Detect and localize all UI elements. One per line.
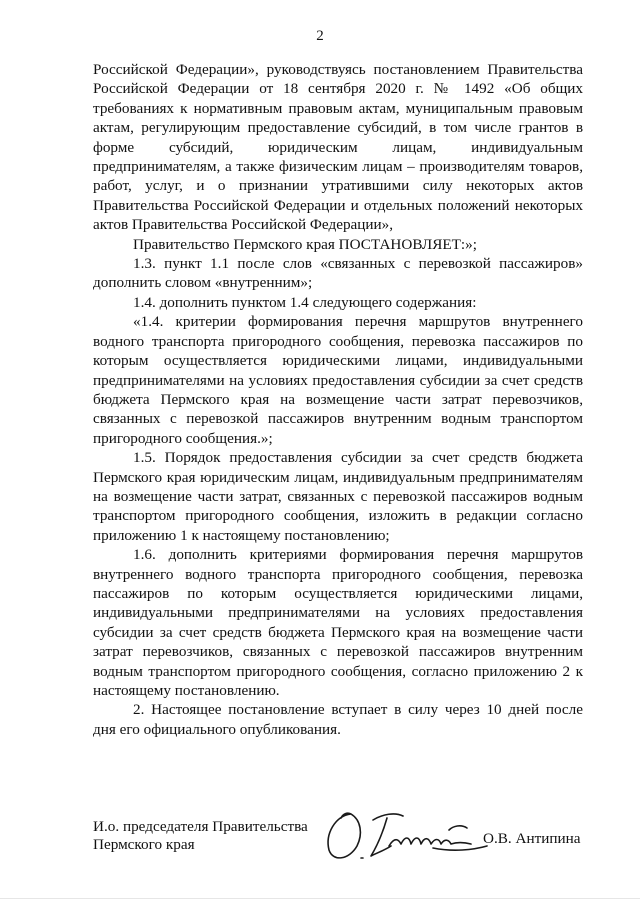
paragraph-item-1-4-content: «1.4. критерии формирования перечня маршрутов внутреннего водного транспорта пригородного сообщения, перевозка пассажиров по которым осуществляется юридическими лицами, индивидуальными предпринимателями на условиях предоставления субсидии за счет средств бюджета Пермского края на возмещение части затрат перевозчиков, связанных с перевозкой пассажиров внутренним водным транспортом пригородного сообщения.»; [93,313,583,447]
page-number: 2 [316,28,324,44]
paragraph-continuation: Российской Федерации», руководствуясь постановлением Правительства Российской Федерации от 18 сентября 2020 г. № 1492 «Об общих требованиях к нормативным правовым актам, муниципальным правовым актам, регулирующим предоставление субсидий, в том числе грантов в форме субсидий, юридическим лицам, индивидуальным предпринимателям, а также физическим лицам – производителям товаров, работ, услуг, и о признании утратившими силу некоторых актов Правительства Российской Федерации и отдельных положений некоторых актов Правительства Российской Федерации», [93,61,583,234]
signatory-title [93,818,308,854]
document-body [93,60,583,739]
handwritten-signature [321,800,491,872]
paragraph-item-1-6: 1.6. дополнить критериями формирования перечня маршрутов внутреннего водного транспорта пригородного сообщения, перевозка пассажиров по которым осуществляется юридическими лицами, индивидуальными предпринимателями на условиях предоставления субсидии за счет средств бюджета Пермского края на возмещение части затрат перевозчиков, связанных с перевозкой пассажиров внутренним водным транспортом пригородного сообщения, согласно приложению 2 к настоящему постановлению. [93,546,583,699]
page-bottom-edge [0,898,640,899]
signatory-title-line-2: Пермского края [93,836,195,853]
paragraph-item-1-3: 1.3. пункт 1.1 после слов «связанных с перевозкой пассажиров» дополнить словом «внутренним»; [93,255,583,292]
signature-block [93,818,593,878]
paragraph-item-1-4: 1.4. дополнить пунктом 1.4 следующего содержания: [133,293,477,311]
signatory-title-line-1: И.о. председателя Правительства [93,818,308,835]
paragraph-resolves: Правительство Пермского края ПОСТАНОВЛЯЕТ:»; [133,235,477,253]
paragraph-item-2: 2. Настоящее постановление вступает в силу через 10 дней после дня его официального опубликования. [93,701,583,738]
paragraph-item-1-5: 1.5. Порядок предоставления субсидии за счет средств бюджета Пермского края юридическим лицам, индивидуальным предпринимателям на возмещение части затрат, связанных с перевозкой пассажиров водным транспортом пригородного сообщения, изложить в редакции согласно приложению 1 к настоящему постановлению; [93,449,583,544]
signatory-name: О.В. Антипина [483,830,581,847]
